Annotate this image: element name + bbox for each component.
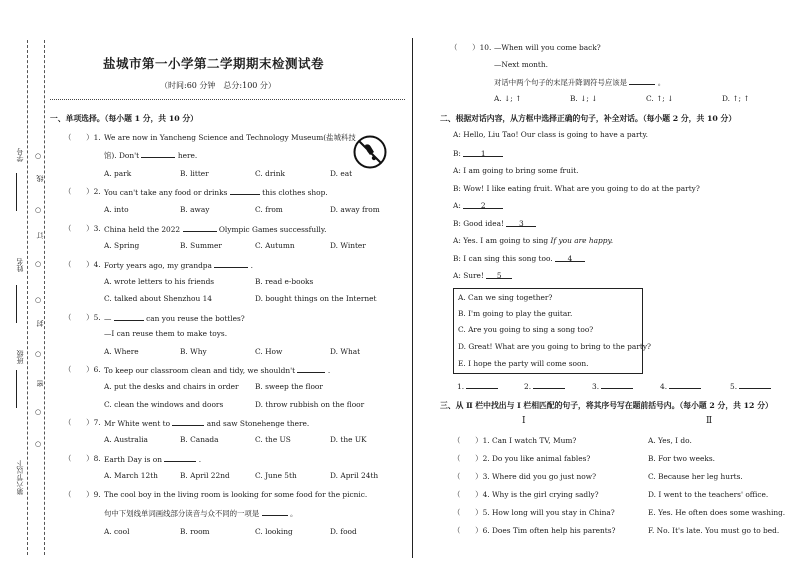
answer-number: 4. (660, 382, 668, 391)
q1-option-c[interactable]: C. drink (255, 169, 285, 178)
margin-label-seal: 封 (36, 320, 44, 327)
q2-option-a[interactable]: A. into (104, 205, 129, 214)
answer-blank[interactable] (533, 381, 565, 389)
q2-bracket[interactable]: （ ）2. (64, 187, 101, 196)
q4-option-a[interactable]: A. wrote letters to his friends (104, 277, 215, 286)
answer-slot-2 (524, 381, 565, 391)
margin-label-secret: 密 (36, 380, 44, 387)
q5-option-b[interactable]: B. Why (180, 347, 207, 356)
q3-blank[interactable] (183, 224, 217, 232)
q6-stem (104, 365, 330, 375)
margin-label-line: 线 (36, 175, 44, 182)
q1-option-b[interactable]: B. litter (180, 169, 209, 178)
q1-option-d[interactable]: D. eat (330, 169, 353, 178)
dialogue-line-7 (453, 236, 613, 245)
dialogue-line-6 (453, 219, 536, 228)
speaker-label: B: (453, 184, 461, 193)
dialogue-blank-5[interactable] (486, 271, 512, 279)
q4-stem-a: Forty years ago, my grandpa (104, 261, 212, 270)
match-item-6[interactable]: （ ）6. Does Tim often help his parents? (453, 526, 616, 535)
q9-instruction-a: 句中下划线单词画线部分读音与众不同的一项是 (104, 509, 260, 518)
column-1-label: Ⅰ (522, 416, 526, 426)
q1-stem-2 (104, 150, 197, 160)
speaker-label: B: (453, 254, 461, 263)
answer-blank[interactable] (739, 381, 771, 389)
blank-number: 4 (567, 254, 573, 263)
dialogue-blank-2[interactable] (463, 201, 503, 209)
dialogue-text: I can sing this song too. (463, 254, 553, 263)
answer-slot-5 (730, 381, 771, 391)
q7-blank[interactable] (172, 418, 204, 426)
box-option-e: E. I hope the party will come soon. (458, 359, 589, 368)
match-option-f: F. No. It's late. You must go to bed. (648, 526, 780, 535)
column-2-label: Ⅱ (706, 416, 713, 426)
q6-option-b[interactable]: B. sweep the floor (255, 382, 323, 391)
q7-option-b[interactable]: B. Canada (180, 435, 219, 444)
q2-option-b[interactable]: B. away (180, 205, 210, 214)
margin-circle: ○ (35, 152, 42, 160)
q8-option-c[interactable]: C. June 5th (255, 471, 297, 480)
q9-instruction (104, 508, 297, 518)
box-option-b: B. I'm going to play the guitar. (458, 309, 573, 318)
q5-option-c[interactable]: C. How (255, 347, 283, 356)
q8-option-b[interactable]: B. April 22nd (180, 471, 230, 480)
q9-stem: The cool boy in the living room is looking for some food for the picnic. (104, 490, 368, 499)
q8-stem-a: Earth Day is on (104, 455, 162, 464)
q2-blank[interactable] (230, 187, 260, 195)
q8-stem (104, 454, 201, 464)
q6-option-a[interactable]: A. put the desks and chairs in order (104, 382, 239, 391)
q3-stem-a: China held the 2022 (104, 225, 181, 234)
speaker-label: A: (453, 130, 461, 139)
match-item-3[interactable]: （ ）3. Where did you go just now? (453, 472, 597, 481)
q10-line3 (494, 77, 665, 87)
q4-stem-b: . (250, 261, 254, 270)
match-option-d: D. I went to the teachers' office. (648, 490, 769, 499)
blank-number: 2 (480, 201, 486, 210)
q5-option-d[interactable]: D. What (330, 347, 361, 356)
q6-option-c[interactable]: C. clean the windows and doors (104, 400, 224, 409)
margin-circle: ○ (35, 260, 42, 268)
q4-option-d[interactable]: D. bought things on the Internet (255, 294, 377, 303)
blank-number: 1 (480, 149, 486, 158)
q3-option-c[interactable]: C. Autumn (255, 241, 295, 250)
q9-blank[interactable] (262, 508, 288, 516)
q2-option-d[interactable]: D. away from (330, 205, 380, 214)
speaker-label: B: (453, 219, 461, 228)
section2-heading: 二、根据对话内容，从方框中选择正确的句子，补全对话。（每小题 2 分，共 10 分） (440, 114, 737, 123)
q3-option-b[interactable]: B. Summer (180, 241, 222, 250)
q7-stem-a: Mr White went to (104, 419, 171, 428)
q10-line2: —Next month. (494, 60, 549, 69)
speaker-label: A: (453, 166, 461, 175)
class-field[interactable] (16, 370, 17, 408)
page-subtitle: （时间:60 分钟 总分:100 分） (160, 81, 276, 90)
section3-heading: 三、从 Ⅱ 栏中找出与 Ⅰ 栏相匹配的句子，将其序号写在题前括号内。（每小题 2 分，共 12 分） (440, 401, 773, 410)
q1-blank[interactable] (141, 150, 175, 158)
answer-blank[interactable] (669, 381, 701, 389)
q3-option-d[interactable]: D. Winter (330, 241, 366, 250)
q9-bracket[interactable]: （ ）9. (64, 490, 101, 499)
dialogue-blank-1[interactable] (463, 149, 503, 157)
q8-bracket[interactable]: （ ）8. (64, 454, 101, 463)
q6-bracket[interactable]: （ ）6. (64, 365, 101, 374)
name-field[interactable] (16, 285, 17, 323)
q10-option-b[interactable]: B. ↓; ↓ (570, 94, 598, 103)
dialogue-text: Sure! (463, 271, 484, 280)
q8-option-a[interactable]: A. March 12th (104, 471, 158, 480)
q6-option-d[interactable]: D. throw rubbish on the floor (255, 400, 365, 409)
box-option-d: D. Great! What are you going to bring to the party? (458, 342, 651, 351)
margin-circle: ○ (35, 350, 42, 358)
margin-label-order: 订 (36, 232, 44, 239)
q6-blank[interactable] (297, 365, 325, 373)
dialogue-blank-3[interactable] (506, 219, 536, 227)
speaker-label: A: (453, 236, 461, 245)
binding-fold-line (44, 40, 45, 555)
q5-stem-b: can you reuse the bottles? (146, 314, 245, 323)
match-option-b: B. For two weeks. (648, 454, 715, 463)
q10-option-a[interactable]: A. ↓; ↑ (494, 94, 522, 103)
dialogue-text: I am going to bring some fruit. (463, 166, 579, 175)
match-item-5[interactable]: （ ）5. How long will you stay in China? (453, 508, 615, 517)
section1-heading: 一、单项选择。（每小题 1 分，共 10 分） (50, 114, 198, 123)
q2-option-c[interactable]: C. from (255, 205, 283, 214)
dialogue-line-8 (453, 254, 585, 263)
binding-cut-line (27, 40, 28, 555)
dialogue-blank-4[interactable] (555, 254, 585, 262)
match-option-a: A. Yes, I do. (648, 436, 692, 445)
q3-option-a[interactable]: A. Spring (104, 241, 140, 250)
student-id-field[interactable] (16, 173, 17, 211)
q7-stem (104, 418, 309, 428)
q8-stem-b: . (198, 455, 202, 464)
match-option-e: E. Yes. He often does some washing. (648, 508, 786, 517)
dialogue-text: Yes. I am going to sing (463, 236, 549, 245)
blank-number: 3 (519, 219, 524, 228)
q5-bracket[interactable]: （ ）5. (64, 313, 101, 322)
answer-slot-3 (592, 381, 633, 391)
margin-label-class: 班级 (16, 350, 24, 364)
q8-option-d[interactable]: D. April 24th (330, 471, 379, 480)
q9-option-a[interactable]: A. cool (104, 527, 130, 536)
q5-stem (104, 313, 245, 323)
q10-line1: —When will you come back? (494, 43, 601, 52)
page-gutter (412, 38, 413, 558)
q7-option-a[interactable]: A. Australia (104, 435, 148, 444)
no-littering-sign-icon (352, 134, 388, 170)
q2-stem-b: this clothes shop. (262, 188, 328, 197)
answer-number: 1. (457, 382, 465, 391)
q10-bracket[interactable]: （ ）10. (450, 43, 492, 52)
margin-label-footer: 第六节以下 (16, 460, 24, 495)
dialogue-line-4 (453, 184, 700, 193)
q6-stem-a: To keep our classroom clean and tidy, we shouldn't (104, 366, 296, 375)
blank-number: 5 (496, 271, 502, 280)
answer-slot-4 (660, 381, 701, 391)
q7-bracket[interactable]: （ ）7. (64, 418, 101, 427)
q1-stem: We are now in Yancheng Science and Technology Museum(盐城科技 (104, 133, 356, 142)
q4-stem (104, 260, 253, 270)
q1-bracket[interactable]: （ ）1. (64, 133, 101, 142)
match-option-c: C. Because her leg hurts. (648, 472, 743, 481)
q7-stem-b: and saw Stonehenge there. (206, 419, 310, 428)
dialogue-line-1 (453, 130, 648, 139)
q7-option-c[interactable]: C. the US (255, 435, 291, 444)
header-divider (50, 99, 405, 100)
q5-option-a[interactable]: A. Where (104, 347, 139, 356)
dialogue-text: Hello, Liu Tao! Our class is going to have a party. (463, 130, 648, 139)
q10-option-c[interactable]: C. ↑; ↓ (646, 94, 674, 103)
q7-option-d[interactable]: D. the UK (330, 435, 367, 444)
page-title: 盐城市第一小学第二学期期末检测试卷 (103, 56, 325, 71)
dialogue-text: Wow! I like eating fruit. What are you going to do at the party? (463, 184, 700, 193)
q10-line3-b: 。 (657, 78, 666, 87)
q5-blank[interactable] (114, 313, 144, 321)
dialogue-line-9 (453, 271, 512, 280)
answer-blank[interactable] (466, 381, 498, 389)
q4-option-b[interactable]: B. read e-books (255, 277, 314, 286)
match-item-1[interactable]: （ ）1. Can I watch TV, Mum? (453, 436, 577, 445)
speaker-label: A: (453, 271, 461, 280)
q10-line3-a: 对话中两个句子的末尾升降调符号应该是 (494, 78, 628, 87)
match-item-4[interactable]: （ ）4. Why is the girl crying sadly? (453, 490, 599, 499)
answer-slot-1 (457, 381, 498, 391)
q1-stem-2a: 馆). Don't (104, 151, 140, 160)
box-option-c: C. Are you going to sing a song too? (458, 325, 594, 334)
match-item-2[interactable]: （ ）2. Do you like animal fables? (453, 454, 591, 463)
q9-option-b[interactable]: B. room (180, 527, 210, 536)
q9-option-c[interactable]: C. looking (255, 527, 293, 536)
speaker-label: A: (453, 201, 461, 210)
q1-option-a[interactable]: A. park (104, 169, 132, 178)
dialogue-text: Good idea! (463, 219, 505, 228)
q4-option-c[interactable]: C. talked about Shenzhou 14 (104, 294, 213, 303)
margin-label-name: 姓名 (16, 258, 24, 272)
margin-circle: ○ (35, 296, 42, 304)
q4-blank[interactable] (214, 260, 248, 268)
q9-instruction-b: 。 (289, 509, 298, 518)
song-title: If you are happy. (550, 236, 614, 245)
q10-blank[interactable] (629, 77, 655, 85)
q5-stem-a: — (104, 314, 112, 323)
q6-stem-b: . (327, 366, 331, 375)
answer-number: 3. (592, 382, 600, 391)
margin-circle: ○ (35, 206, 42, 214)
dialogue-line-5 (453, 201, 503, 210)
margin-circle: ○ (35, 408, 42, 416)
q8-blank[interactable] (164, 454, 196, 462)
answer-number: 2. (524, 382, 532, 391)
answer-blank[interactable] (601, 381, 633, 389)
q9-option-d[interactable]: D. food (330, 527, 357, 536)
dialogue-line-3 (453, 166, 579, 175)
q2-stem-a: You can't take any food or drinks (104, 188, 228, 197)
q4-bracket[interactable]: （ ）4. (64, 260, 101, 269)
answer-number: 5. (730, 382, 738, 391)
q3-stem (104, 224, 326, 234)
q10-option-d[interactable]: D. ↑; ↑ (722, 94, 750, 103)
dialogue-line-2 (453, 149, 503, 158)
q5-reply: —I can reuse them to make toys. (104, 329, 228, 338)
margin-circle: ○ (35, 440, 42, 448)
q1-stem-2b: here. (177, 151, 198, 160)
q3-bracket[interactable]: （ ）3. (64, 224, 101, 233)
margin-label-student-id: 学号 (16, 148, 24, 162)
box-option-a: A. Can we sing together? (458, 293, 553, 302)
q3-stem-b: Olympic Games successfully. (218, 225, 327, 234)
q2-stem (104, 187, 328, 197)
speaker-label: B: (453, 149, 461, 158)
